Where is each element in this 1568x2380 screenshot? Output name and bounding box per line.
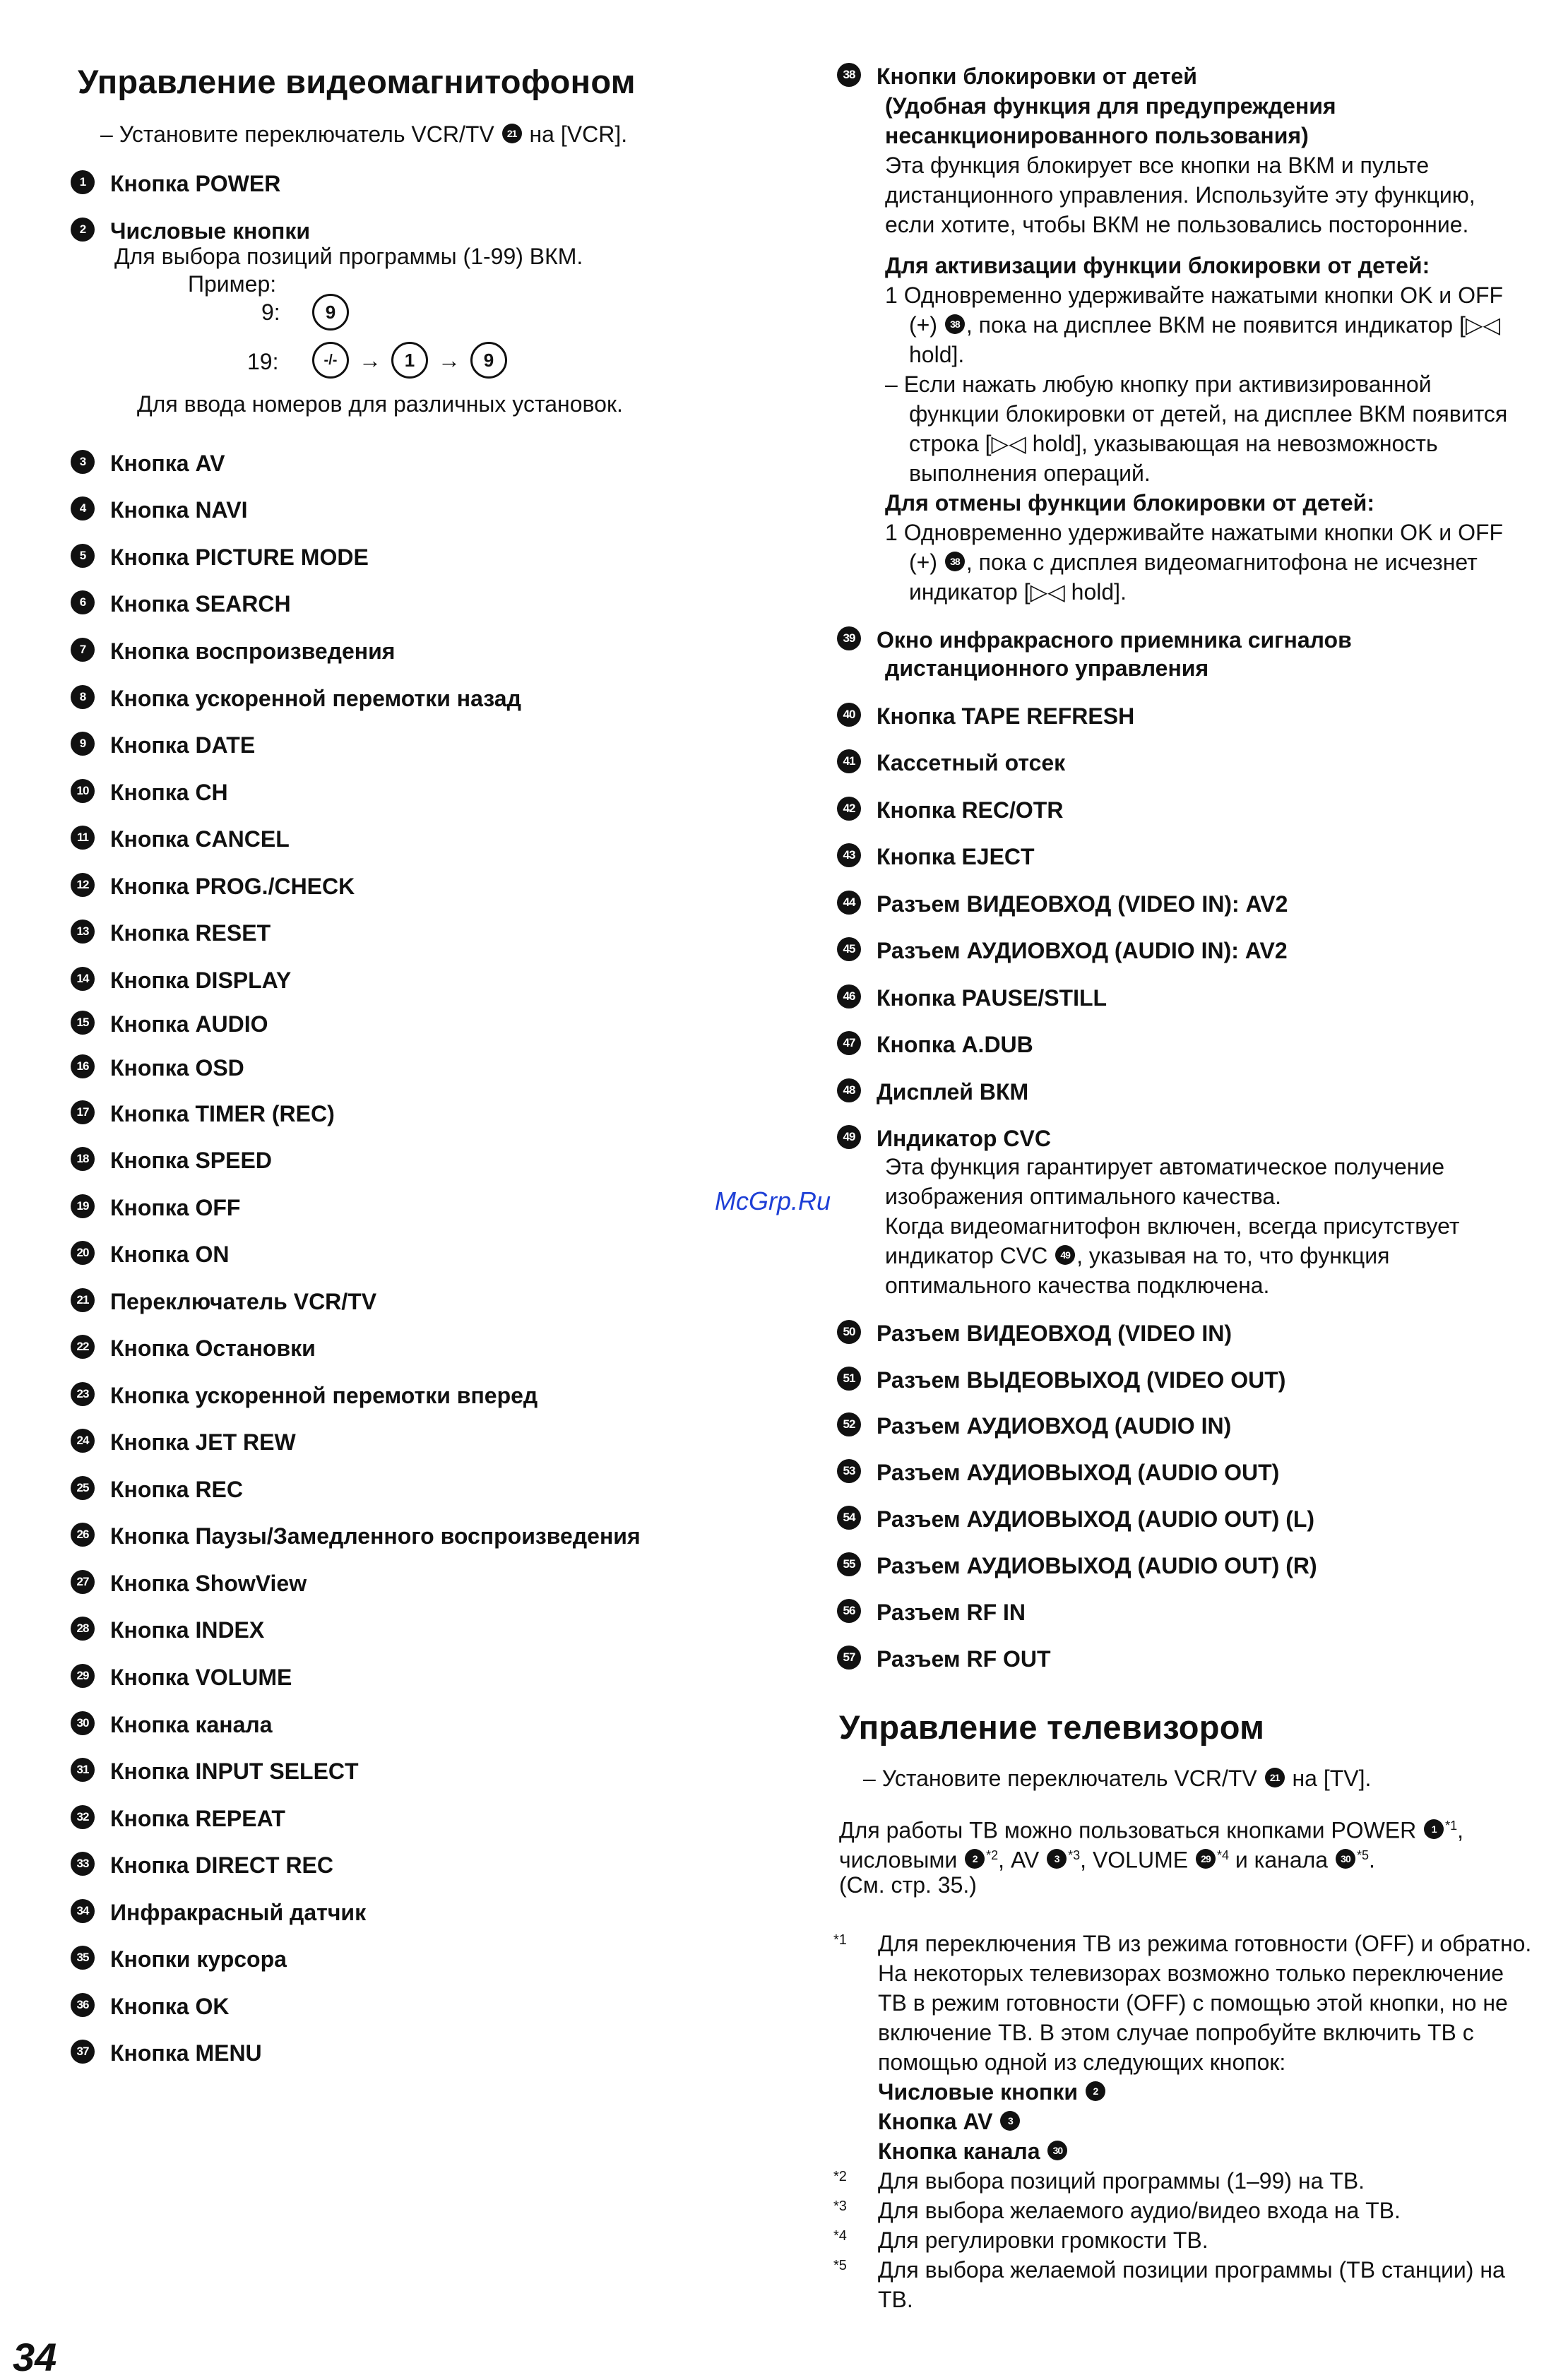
item-number-badge: 9 (71, 732, 95, 756)
arrow-right-icon: → (438, 347, 461, 373)
item-number-badge: 49 (837, 1125, 861, 1149)
list-item: 28 Кнопка INDEX (71, 1614, 264, 1645)
list-item: 33 Кнопка DIRECT REC (71, 1850, 333, 1880)
list-item: 21 Переключатель VCR/TV (71, 1286, 376, 1316)
list-item: 30 Кнопка канала (71, 1709, 273, 1739)
footnote-mark: *1 (833, 1932, 847, 1948)
item-number-badge: 33 (71, 1852, 95, 1876)
list-item: 17 Кнопка TIMER (REC) (71, 1098, 335, 1129)
footnote-text: Для переключения ТВ из режима готовности (OFF) и обратно. (878, 1931, 1532, 1956)
list-item: 41 Кассетный отсек (837, 747, 1065, 778)
page-number: 34 (13, 2335, 57, 2379)
footnote-key: Числовые кнопки 2 (878, 2078, 1107, 2107)
key-1-icon: 1 (391, 342, 428, 379)
footnote-text: Для выбора желаемого аудио/видео входа на ТВ. (878, 2198, 1401, 2223)
key-9-icon: 9 (470, 342, 507, 379)
example-1-label: 9: (261, 299, 280, 325)
tv-paragraph: числовыми 2 $^{*2}$, AV 3 $^{*3}$, VOLUME 29 $^{*4}$ и канала 30 $^{*5}$. (839, 1847, 1375, 1873)
item-number-badge: 15 (71, 1011, 95, 1035)
list-item: 48 Дисплей ВКМ (837, 1076, 1028, 1107)
ref-badge: 3 (1047, 1849, 1067, 1869)
item-number-badge: 42 (837, 797, 861, 821)
item-number-badge: 27 (71, 1570, 95, 1594)
item-number-badge: 46 (837, 984, 861, 1008)
list-item: 20 Кнопка ON (71, 1239, 229, 1269)
note-text: функции блокировки от детей, на дисплее ВКМ появится (909, 401, 1508, 427)
list-item: 7 Кнопка воспроизведения (71, 636, 395, 666)
list-item: 37 Кнопка MENU (71, 2037, 262, 2068)
item-number-badge: 14 (71, 967, 95, 991)
list-item: 16 Кнопка OSD (71, 1052, 244, 1083)
note-text: выполнения операций. (909, 460, 1151, 486)
list-item: 27 Кнопка ShowView (71, 1568, 307, 1598)
list-item: 36 Кнопка OK (71, 1991, 229, 2021)
list-item: 43 Кнопка EJECT (837, 841, 1035, 871)
item-number-badge: 5 (71, 544, 95, 568)
item-number-badge: 17 (71, 1100, 95, 1124)
item-number-badge: 24 (71, 1429, 95, 1453)
list-item: 11 Кнопка CANCEL (71, 823, 290, 854)
list-item: 2 Числовые кнопки (71, 215, 310, 246)
item-number-badge: 13 (71, 920, 95, 944)
ref-badge: 29 (1196, 1849, 1216, 1869)
list-item: 19 Кнопка OFF (71, 1192, 240, 1222)
list-item: 6 Кнопка SEARCH (71, 588, 291, 619)
list-item: 24 Кнопка JET REW (71, 1427, 296, 1457)
item-number-badge: 50 (837, 1320, 861, 1344)
list-item: 47 Кнопка A.DUB (837, 1029, 1033, 1059)
item-number-badge: 26 (71, 1523, 95, 1547)
item-number-badge: 11 (71, 826, 95, 850)
section-title-vcr: Управление видеомагнитофоном (78, 63, 636, 100)
list-item: 54 Разъем АУДИОВЫХОД (AUDIO OUT) (L) (837, 1504, 1314, 1534)
ref-badge: 30 (1336, 1849, 1355, 1869)
list-item: 13 Кнопка RESET (71, 917, 271, 948)
list-item: 12 Кнопка PROG./CHECK (71, 871, 355, 901)
step-text: 1 Одновременно удерживайте нажатыми кнопки OK и OFF (885, 520, 1504, 545)
item-number-badge: 16 (71, 1054, 95, 1078)
list-item: 35 Кнопки курсора (71, 1944, 287, 1974)
item-description: индикатор CVC 49 , указывая на то, что функция (885, 1243, 1390, 1268)
step-text: (+) 38 , пока с дисплея видеомагнитофона не исчезнет (909, 549, 1478, 575)
item-number-badge: 12 (71, 873, 95, 897)
item-number-badge: 4 (71, 496, 95, 520)
list-item: 55 Разъем АУДИОВЫХОД (AUDIO OUT) (R) (837, 1550, 1317, 1581)
ref-badge: 2 (965, 1849, 985, 1869)
item-description: изображения оптимального качества. (885, 1184, 1282, 1209)
step-text: hold]. (909, 342, 965, 367)
intro-tv: – Установите переключатель VCR/TV 21 на [TV]. (863, 1766, 1372, 1791)
item-number-badge: 37 (71, 2040, 95, 2064)
item-number-badge: 18 (71, 1147, 95, 1171)
step-text: индикатор [▷◁ hold]. (909, 579, 1127, 605)
footnote-mark: *2 (833, 2169, 847, 2184)
item-number-badge: 25 (71, 1476, 95, 1500)
list-item: 39 Окно инфракрасного приемника сигналов (837, 624, 1352, 655)
list-item: 57 Разъем RF OUT (837, 1643, 1051, 1674)
footnote-text: Для выбора желаемой позиции программы (ТВ станции) на (878, 2257, 1505, 2283)
list-item: 51 Разъем ВЫДЕОВЫХОД (VIDEO OUT) (837, 1364, 1285, 1395)
cancel-heading: Для отмены функции блокировки от детей: (885, 490, 1374, 516)
list-item: 46 Кнопка PAUSE/STILL (837, 982, 1107, 1013)
step-text: (+) 38 , пока на дисплее ВКМ не появится индикатор [▷◁ (909, 312, 1501, 338)
note-text: строка [▷◁ hold], указывающая на невозможность (909, 431, 1438, 456)
list-item: 53 Разъем АУДИОВЫХОД (AUDIO OUT) (837, 1457, 1279, 1487)
example-1-keys (312, 294, 349, 331)
item-number-badge: 20 (71, 1241, 95, 1265)
list-item: 5 Кнопка PICTURE MODE (71, 542, 369, 572)
list-item: 15 Кнопка AUDIO (71, 1008, 268, 1039)
example-2-label: 19: (247, 349, 279, 374)
activate-heading: Для активизации функции блокировки от детей: (885, 253, 1430, 278)
list-item: 49 Индикатор CVC (837, 1123, 1051, 1153)
list-item: 40 Кнопка TAPE REFRESH (837, 701, 1134, 731)
footnote-key: Кнопка канала 30 (878, 2137, 1069, 2166)
key-9-icon: 9 (312, 294, 349, 331)
tv-paragraph: (См. стр. 35.) (839, 1872, 977, 1898)
footnote-mark: *5 (833, 2258, 847, 2273)
item-subtitle: несанкционированного пользования) (885, 123, 1309, 148)
item-number-badge: 34 (71, 1899, 95, 1923)
item-number-badge: 51 (837, 1367, 861, 1391)
item-number-badge: 48 (837, 1078, 861, 1102)
footnote-text: Для выбора позиций программы (1–99) на ТВ. (878, 2168, 1365, 2194)
ref-badge: 3 (1000, 2111, 1020, 2131)
item-number-badge: 6 (71, 590, 95, 614)
item-number-badge: 38 (837, 63, 861, 87)
footnote-text: ТВ. (878, 2287, 913, 2312)
item-number-badge: 2 (71, 218, 95, 242)
item-number-badge: 23 (71, 1382, 95, 1406)
item-number-badge: 7 (71, 638, 95, 662)
item-number-badge: 32 (71, 1805, 95, 1829)
list-item: 22 Кнопка Остановки (71, 1333, 316, 1363)
item-label-line2: дистанционного управления (885, 655, 1209, 681)
intro-vcr: – Установите переключатель VCR/TV 21 на [VCR]. (100, 121, 628, 147)
footnote-text: На некоторых телевизорах возможно только переключение (878, 1960, 1504, 1986)
list-item: 44 Разъем ВИДЕОВХОД (VIDEO IN): AV2 (837, 888, 1288, 919)
list-item: 32 Кнопка REPEAT (71, 1803, 285, 1833)
item-number-badge: 55 (837, 1552, 861, 1576)
ref-badge: 38 (945, 314, 965, 334)
item-number-badge: 8 (71, 685, 95, 709)
list-item: 25 Кнопка REC (71, 1474, 243, 1504)
tv-paragraph: Для работы ТВ можно пользоваться кнопками POWER 1 $^{*1}$, (839, 1817, 1464, 1843)
list-item: 45 Разъем АУДИОВХОД (AUDIO IN): AV2 (837, 935, 1288, 965)
section-title-tv: Управление телевизором (839, 1708, 1265, 1746)
item-number-badge: 41 (837, 749, 861, 773)
list-item: 29 Кнопка VOLUME (71, 1662, 292, 1692)
list-item: 26 Кнопка Паузы/Замедленного воспроизведения (71, 1521, 641, 1551)
ref-badge: 21 (502, 124, 522, 143)
item-number-badge: 43 (837, 843, 861, 867)
item-number-badge: 44 (837, 891, 861, 915)
item-description: Когда видеомагнитофон включен, всегда присутствует (885, 1213, 1460, 1239)
list-item: 34 Инфракрасный датчик (71, 1897, 366, 1927)
item-description: Эта функция гарантирует автоматическое получение (885, 1154, 1444, 1179)
item-number-badge: 57 (837, 1646, 861, 1670)
key-dash-icon: -/- (312, 342, 349, 379)
example-2-keys (312, 342, 507, 379)
item-description: если хотите, чтобы ВКМ не пользовались посторонние. (885, 212, 1469, 237)
item-number-badge: 3 (71, 450, 95, 474)
item-number-badge: 39 (837, 626, 861, 650)
item-number-badge: 47 (837, 1031, 861, 1055)
list-item: 38 Кнопки блокировки от детей (837, 61, 1197, 91)
list-item: 10 Кнопка CH (71, 777, 228, 807)
example-label: Пример: (188, 271, 277, 297)
item-number-badge: 35 (71, 1946, 95, 1970)
list-item: 56 Разъем RF IN (837, 1597, 1026, 1627)
ref-badge: 30 (1047, 2141, 1067, 2160)
item-number-badge: 31 (71, 1758, 95, 1782)
item-number-badge: 30 (71, 1711, 95, 1735)
item-number-badge: 56 (837, 1599, 861, 1623)
footnote-text: включение ТВ. В этом случае попробуйте включить ТВ с (878, 2020, 1474, 2045)
item-number-badge: 1 (71, 170, 95, 194)
item-subtitle: (Удобная функция для предупреждения (885, 93, 1336, 119)
list-item: 42 Кнопка REC/OTR (837, 795, 1063, 825)
list-item: 31 Кнопка INPUT SELECT (71, 1756, 359, 1786)
step-text: 1 Одновременно удерживайте нажатыми кнопки OK и OFF (885, 282, 1504, 308)
item-number-badge: 22 (71, 1335, 95, 1359)
list-item: 3 Кнопка AV (71, 448, 225, 478)
item-number-badge: 19 (71, 1194, 95, 1218)
item-number-badge: 53 (837, 1459, 861, 1483)
ref-badge: 49 (1055, 1245, 1075, 1265)
item-number-badge: 28 (71, 1617, 95, 1641)
item-number-badge: 40 (837, 703, 861, 727)
footnote-text: ТВ в режим готовности (OFF) с помощью этой кнопки, но не (878, 1990, 1508, 2016)
footnote-key: Кнопка AV 3 (878, 2107, 1021, 2136)
list-item: 1 Кнопка POWER (71, 168, 280, 198)
list-item: 52 Разъем АУДИОВХОД (AUDIO IN) (837, 1410, 1231, 1441)
list-item: 50 Разъем ВИДЕОВХОД (VIDEO IN) (837, 1318, 1232, 1348)
note-text: – Если нажать любую кнопку при активизированной (885, 371, 1432, 397)
item-number-badge: 10 (71, 779, 95, 803)
list-item: 8 Кнопка ускоренной перемотки назад (71, 683, 521, 713)
list-item: 9 Кнопка DATE (71, 730, 255, 760)
item-note: Для ввода номеров для различных установок. (137, 391, 623, 417)
list-item: 23 Кнопка ускоренной перемотки вперед (71, 1380, 537, 1410)
footnote-text: помощью одной из следующих кнопок: (878, 2049, 1286, 2075)
list-item: 18 Кнопка SPEED (71, 1145, 272, 1175)
ref-badge: 2 (1086, 2081, 1105, 2101)
arrow-right-icon: → (359, 347, 381, 373)
item-number-badge: 45 (837, 937, 861, 961)
footnote-text: Для регулировки громкости ТВ. (878, 2227, 1208, 2253)
item-number-badge: 36 (71, 1993, 95, 2017)
footnote-mark: *4 (833, 2228, 847, 2244)
item-description: Эта функция блокирует все кнопки на ВКМ и пульте (885, 153, 1430, 178)
ref-badge: 21 (1265, 1768, 1285, 1787)
item-description: Для выбора позиций программы (1-99) ВКМ. (114, 244, 583, 269)
ref-badge: 38 (945, 552, 965, 571)
watermark: McGrp.Ru (715, 1186, 831, 1215)
item-description: дистанционного управления. Используйте эту функцию, (885, 182, 1475, 208)
item-number-badge: 54 (837, 1506, 861, 1530)
list-item: 14 Кнопка DISPLAY (71, 965, 291, 995)
item-number-badge: 52 (837, 1412, 861, 1436)
item-number-badge: 29 (71, 1664, 95, 1688)
item-description: оптимального качества подключена. (885, 1273, 1270, 1298)
ref-badge: 1 (1424, 1819, 1444, 1839)
footnote-mark: *3 (833, 2198, 847, 2214)
item-number-badge: 21 (71, 1288, 95, 1312)
list-item: 4 Кнопка NAVI (71, 494, 248, 525)
